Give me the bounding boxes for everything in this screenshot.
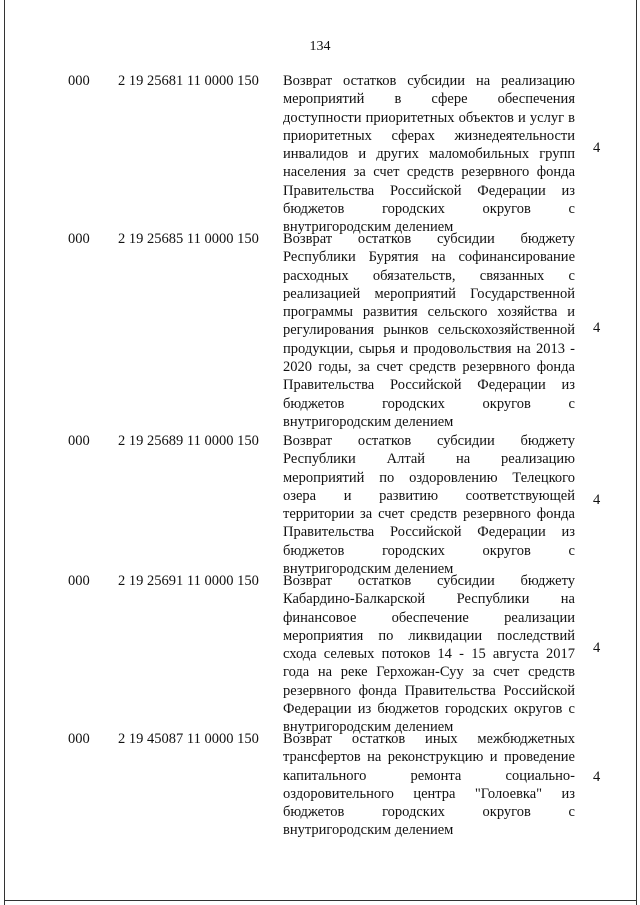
entry-org-code: 000: [68, 731, 90, 747]
entry-description: Возврат остатков субсидии бюджету Республики Алтай на реализацию мероприятий по оздоровлению Телецкого озера и развитию соответствующей территории за счет средств резервного фонда Правительства Российской Федерации из бюджетов городских округов с внутригородским делением: [283, 433, 575, 578]
entry-org-code: 000: [68, 73, 90, 89]
entry-budget-code: 2 19 25691 11 0000 150: [118, 573, 259, 589]
entry-amount: 4: [593, 640, 601, 656]
entry-description: Возврат остатков субсидии на реализацию мероприятий в сфере обеспечения доступности приоритетных объектов и услуг в приоритетных сферах жизнедеятельности инвалидов и других маломобильных групп населения за счет средств резервного фонда Правительства Российской Федерации из бюджетов городских округов с внутригородским делением: [283, 73, 575, 236]
entry-budget-code: 2 19 25681 11 0000 150: [118, 73, 259, 89]
entry-org-code: 000: [68, 573, 90, 589]
page-border-bottom: [4, 900, 637, 901]
entry-amount: 4: [593, 492, 601, 508]
entry-amount: 4: [593, 769, 601, 785]
entry-amount: 4: [593, 140, 601, 156]
entry-budget-code: 2 19 25689 11 0000 150: [118, 433, 259, 449]
entry-description: Возврат остатков субсидии бюджету Республики Бурятия на софинансирование расходных обязательств, связанных с реализацией мероприятий Государственной программы развития сельского хозяйства и регулирования рынков сельскохозяйственной продукции, сырья и продовольствия на 2013 - 2020 годы, за счет средств резервного фонда Правительства Российской Федерации из бюджетов городских округов с внутригородским делением: [283, 231, 575, 430]
entry-description: Возврат остатков иных межбюджетных трансфертов на реконструкцию и проведение капитального ремонта социально-оздоровительного центра "Голоевка" из бюджетов городских округов с внутригородским делением: [283, 731, 575, 839]
entry-amount: 4: [593, 320, 601, 336]
entry-org-code: 000: [68, 231, 90, 247]
page-number: 134: [309, 39, 331, 54]
entry-budget-code: 2 19 45087 11 0000 150: [118, 731, 259, 747]
page-border-left: [4, 0, 5, 905]
entry-org-code: 000: [68, 433, 90, 449]
entry-budget-code: 2 19 25685 11 0000 150: [118, 231, 259, 247]
entry-description: Возврат остатков субсидии бюджету Кабардино-Балкарской Республики на финансовое обеспечение реализации мероприятия по ликвидации последствий схода селевых потоков 14 - 15 августа 2017 года на реке Герхожан-Суу за счет средств резервного фонда Правительства Российской Федерации из бюджетов городских округов с внутригородским делением: [283, 573, 575, 736]
page-border-right: [636, 0, 637, 905]
